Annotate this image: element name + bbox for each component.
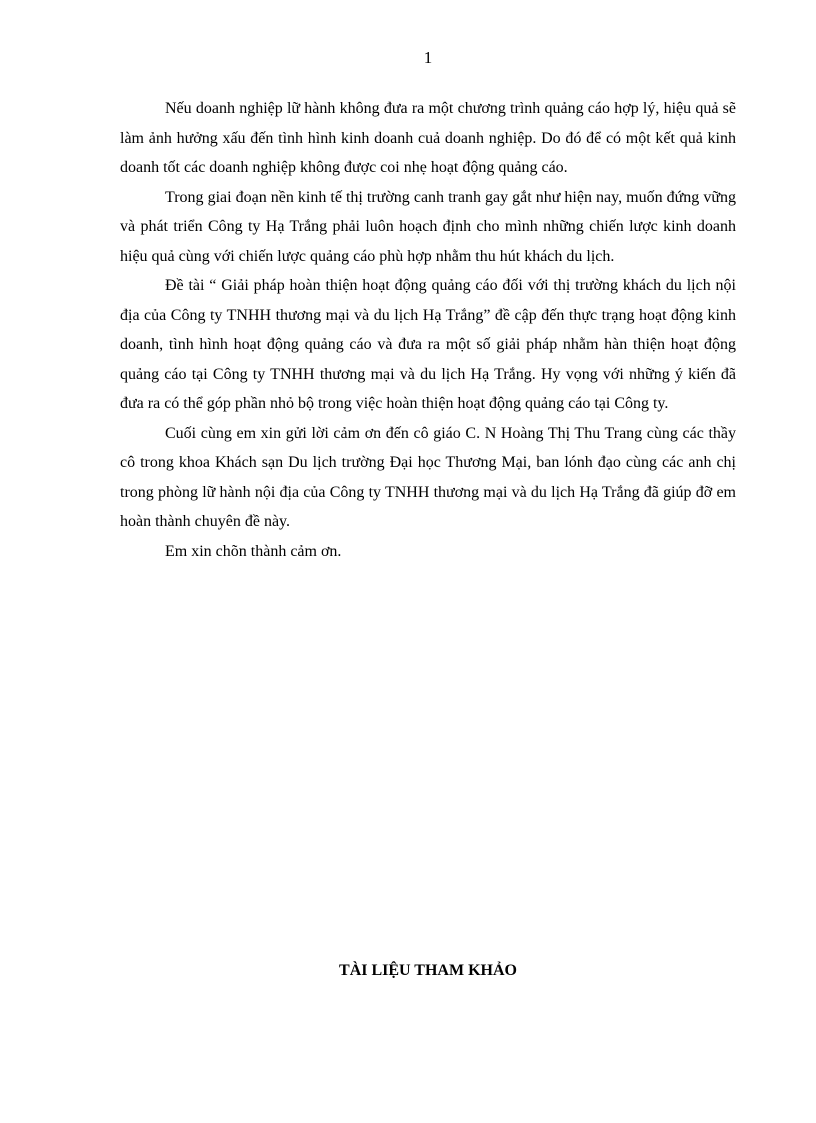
page-number: 1: [423, 48, 433, 67]
document-body: [120, 94, 736, 566]
paragraph-market-competition: Trong giai đoạn nền kinh tế thị trường canh tranh gay gắt như hiện nay, muốn đứng vững và phát triển Công ty Hạ Trắng phải luôn hoạch định cho mình những chiến lược kinh doanh hiệu quả cùng với chiến lược quảng cáo phù hợp nhằm thu hút khách du lịch.: [120, 188, 736, 265]
paragraph-advertising-importance: Nếu doanh nghiệp lữ hành không đưa ra một chương trình quảng cáo hợp lý, hiệu quả sẽ làm ảnh hưởng xấu đến tình hình kinh doanh cuả doanh nghiệp. Do đó để có một kết quả kinh doanh tốt các doanh nghiệp không được coi nhẹ hoạt động quảng cáo.: [120, 100, 736, 176]
references-heading: TÀI LIỆU THAM KHẢO: [339, 962, 517, 979]
paragraph-acknowledgements: Cuối cùng em xin gửi lời cảm ơn đến cô giáo C. N Hoàng Thị Thu Trang cùng các thầy cô trong khoa Khách sạn Du lịch trường Đại học Thương Mại, ban lónh đạo cùng các anh chị trong phòng lữ hành nội địa của Công ty TNHH thương mại và du lịch Hạ Trắng đã giúp đỡ em hoàn thành chuyên đề này.: [120, 424, 736, 530]
paragraph-thanks: Em xin chõn thành cảm ơn.: [165, 542, 342, 560]
paragraph-thesis-topic: Đề tài “ Giải pháp hoàn thiện hoạt động quảng cáo đối với thị trường khách du lịch nội địa của Công ty TNHH thương mại và du lịch Hạ Trắng” đề cập đến thực trạng hoạt động kinh doanh, tình hình hoạt động quảng cáo và đưa ra một số giải pháp nhằm hàn thiện hoạt động quảng cáo tại Công ty TNHH thương mại và du lịch Hạ Trắng. Hy vọng với những ý kiến đã đưa ra có thể góp phần nhỏ bộ trong việc hoàn thiện hoạt động quảng cáo tại Công ty.: [120, 277, 736, 412]
